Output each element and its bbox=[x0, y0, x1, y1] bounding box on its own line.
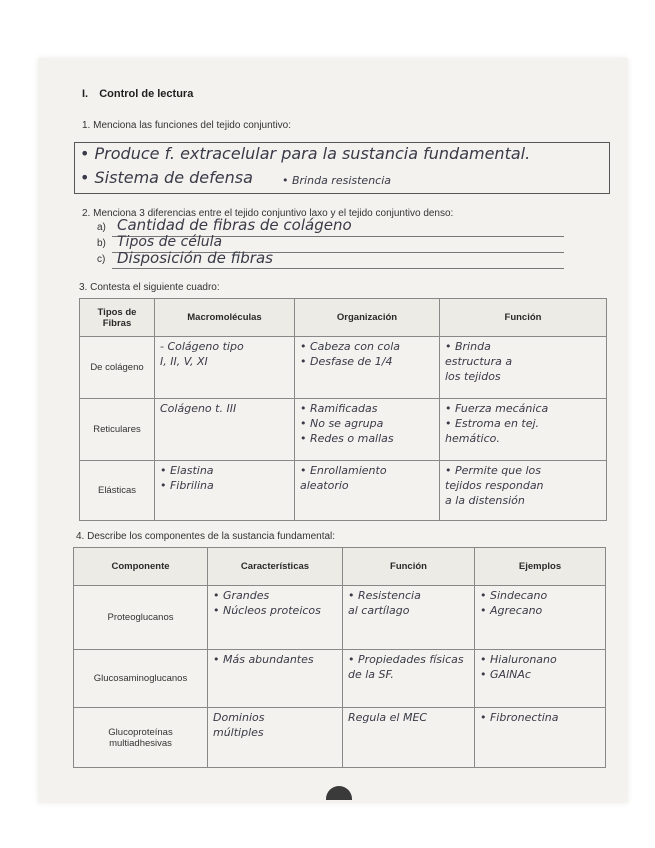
q4-car-glucosaminoglucanos bbox=[208, 650, 343, 708]
q1-prompt: 1. Menciona las funciones del tejido conjuntivo: bbox=[82, 120, 292, 131]
hw-line: tejidos respondan bbox=[445, 478, 544, 492]
hw-line: hemático. bbox=[445, 431, 500, 445]
hw-line: los tejidos bbox=[445, 369, 501, 383]
q3-header-funcion: Función bbox=[440, 299, 607, 337]
hw-line: • Elastina bbox=[160, 464, 214, 477]
hw-line: • Sindecano bbox=[480, 589, 548, 602]
hw-line: • Brinda bbox=[445, 340, 491, 353]
q4-comp-glucoproteinas: Glucoproteínas multiadhesivas bbox=[74, 708, 208, 768]
hw-line: • Redes o mallas bbox=[300, 431, 394, 445]
q4-sustancia-table bbox=[73, 547, 606, 768]
q3-header-macromoleculas: Macromoléculas bbox=[155, 299, 295, 337]
hw-line: • Fibronectina bbox=[480, 711, 559, 724]
q2-line-c bbox=[112, 268, 564, 269]
q3-func-colageno bbox=[440, 337, 607, 399]
hw-line: estructura a bbox=[445, 354, 513, 368]
q3-header-tipos: Tipos de Fibras bbox=[80, 299, 155, 337]
hw-line: • Núcleos proteicos bbox=[213, 603, 321, 617]
hw-line: • Resistencia bbox=[348, 589, 421, 602]
q4-ej-glucoproteinas bbox=[475, 708, 606, 768]
q3-macro-reticulares bbox=[155, 399, 295, 461]
q3-org-colageno bbox=[295, 337, 440, 399]
q2-prompt: 2. Menciona 3 diferencias entre el tejido conjuntivo laxo y el tejido conjuntivo denso: bbox=[82, 208, 454, 219]
hw-line: • Grandes bbox=[213, 589, 270, 602]
q3-func-reticulares bbox=[440, 399, 607, 461]
q3-org-reticulares bbox=[295, 399, 440, 461]
q3-macro-elasticas bbox=[155, 461, 295, 521]
q4-row-proteoglucanos bbox=[74, 586, 606, 650]
hw-line: I, II, V, XI bbox=[160, 354, 208, 368]
hw-line: - Colágeno tipo bbox=[160, 340, 244, 353]
hw-line: • Desfase de 1/4 bbox=[300, 354, 393, 368]
hw-line: • Más abundantes bbox=[213, 653, 314, 666]
q2-answer-b: Tipos de célula bbox=[117, 234, 223, 250]
section-title: Control de lectura bbox=[99, 88, 194, 100]
q4-prompt: 4. Describe los componentes de la sustancia fundamental: bbox=[76, 531, 336, 542]
q4-row-glucoproteinas bbox=[74, 708, 606, 768]
hw-line: • GAlNAc bbox=[480, 667, 531, 681]
hw-line: al cartílago bbox=[348, 603, 410, 617]
q4-comp-glucosaminoglucanos: Glucosaminoglucanos bbox=[74, 650, 208, 708]
hw-line: • Enrollamiento bbox=[300, 464, 387, 477]
q1-answer-2: • Sistema de defensa bbox=[80, 168, 253, 187]
hw-line: • Fibrilina bbox=[160, 478, 214, 492]
hw-line: • Agrecano bbox=[480, 603, 543, 617]
q2-answer-c: Disposición de fibras bbox=[117, 249, 273, 267]
hw-line: • Permite que los bbox=[445, 464, 541, 477]
q3-tipo-reticulares: Reticulares bbox=[80, 399, 155, 461]
q2-label-a: a) bbox=[97, 222, 106, 233]
q4-row-glucosaminoglucanos bbox=[74, 650, 606, 708]
hw-line: • Estroma en tej. bbox=[445, 416, 540, 430]
q4-ej-glucosaminoglucanos bbox=[475, 650, 606, 708]
q3-header-row bbox=[80, 299, 607, 337]
q4-car-glucoproteinas bbox=[208, 708, 343, 768]
q4-func-glucosaminoglucanos bbox=[343, 650, 475, 708]
q2-label-c: c) bbox=[97, 254, 106, 265]
hw-line: de la SF. bbox=[348, 667, 394, 681]
hw-line: • Cabeza con cola bbox=[300, 340, 400, 353]
section-number: I. bbox=[82, 88, 89, 100]
hw-line: múltiples bbox=[213, 725, 264, 739]
hw-line: • Fuerza mecánica bbox=[445, 402, 549, 415]
q3-row-colageno bbox=[80, 337, 607, 399]
section-heading bbox=[82, 88, 193, 100]
q4-ej-proteoglucanos bbox=[475, 586, 606, 650]
q3-macro-colageno bbox=[155, 337, 295, 399]
q4-header-row bbox=[74, 548, 606, 586]
hw-line: • Ramificadas bbox=[300, 402, 378, 415]
q2-label-b: b) bbox=[97, 238, 106, 249]
hw-line: • Hialuronano bbox=[480, 653, 557, 666]
hw-line: Dominios bbox=[213, 711, 265, 724]
q4-header-ejemplos: Ejemplos bbox=[475, 548, 606, 586]
q4-header-caracteristicas: Características bbox=[208, 548, 343, 586]
q4-func-proteoglucanos bbox=[343, 586, 475, 650]
q4-car-proteoglucanos bbox=[208, 586, 343, 650]
q3-prompt: 3. Contesta el siguiente cuadro: bbox=[79, 282, 220, 293]
q4-header-funcion: Función bbox=[343, 548, 475, 586]
q4-func-glucoproteinas bbox=[343, 708, 475, 768]
q2-answer-a: Cantidad de fibras de colágeno bbox=[117, 216, 352, 234]
hw-line: • No se agrupa bbox=[300, 416, 384, 430]
q3-header-organizacion: Organización bbox=[295, 299, 440, 337]
q3-tipo-elasticas: Elásticas bbox=[80, 461, 155, 521]
hw-line: • Propiedades físicas bbox=[348, 653, 464, 666]
hw-line: a la distensión bbox=[445, 493, 525, 507]
hw-line: aleatorio bbox=[300, 478, 349, 492]
q3-func-elasticas bbox=[440, 461, 607, 521]
q4-comp-proteoglucanos: Proteoglucanos bbox=[74, 586, 208, 650]
q1-answer-1: • Produce f. extracelular para la sustancia fundamental. bbox=[80, 144, 531, 163]
q1-answer-3: • Brinda resistencia bbox=[282, 174, 392, 187]
hw-line: Regula el MEC bbox=[348, 711, 428, 724]
hw-line: Colágeno t. III bbox=[160, 402, 237, 415]
q3-row-elasticas bbox=[80, 461, 607, 521]
q3-fibras-table bbox=[79, 298, 607, 521]
q3-org-elasticas bbox=[295, 461, 440, 521]
q3-tipo-colageno: De colágeno bbox=[80, 337, 155, 399]
q3-row-reticulares bbox=[80, 399, 607, 461]
q4-header-componente: Componente bbox=[74, 548, 208, 586]
